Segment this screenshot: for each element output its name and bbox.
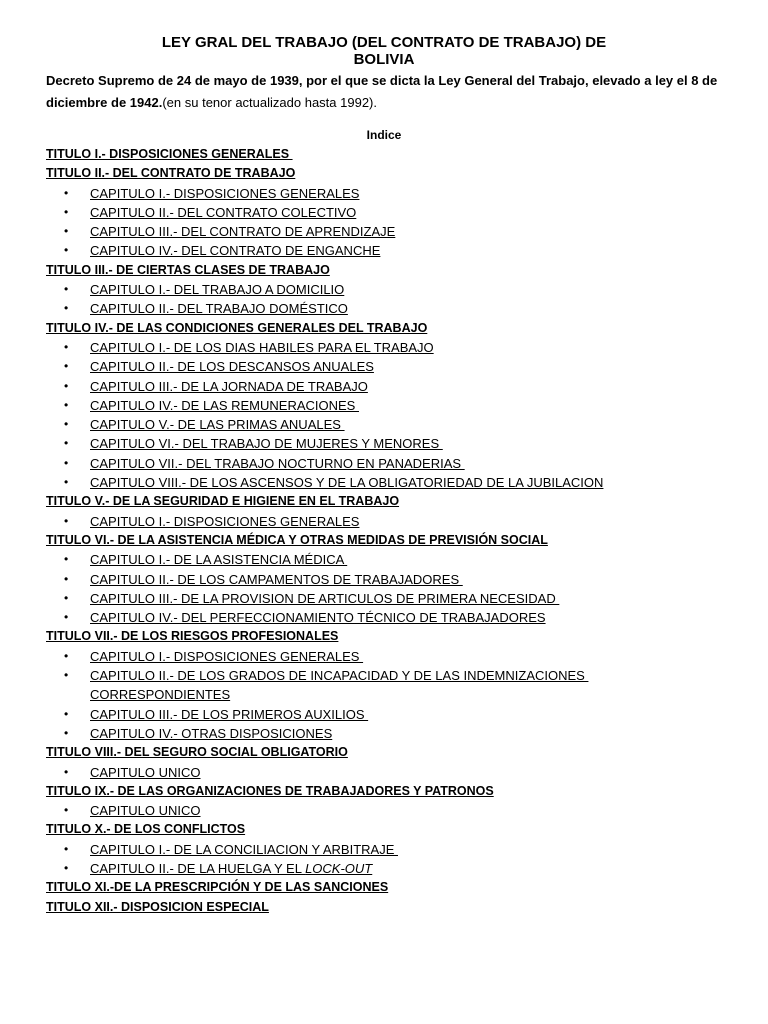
chapter-link[interactable]: CAPITULO II.- DE LOS CAMPAMENTOS DE TRABAJADORES [90, 571, 463, 587]
chapter-list [46, 647, 722, 743]
bullet-icon: • [64, 552, 69, 567]
list-item [46, 763, 722, 782]
bullet-icon: • [64, 648, 69, 663]
chapter-link[interactable]: CAPITULO III.- DEL CONTRATO DE APRENDIZAJE [90, 224, 396, 240]
chapter-link[interactable]: CAPITULO III.- DE LOS PRIMEROS AUXILIOS [90, 706, 369, 722]
index-heading: Indice [366, 128, 402, 142]
chapter-link[interactable]: CAPITULO UNICO [90, 764, 201, 780]
document-page [46, 34, 722, 917]
bullet-icon: • [64, 224, 69, 239]
bullet-icon: • [64, 668, 69, 683]
toc-title-link[interactable]: TITULO V.- DE LA SEGURIDAD E HIGIENE EN EL TRABAJO [46, 494, 400, 509]
bullet-icon: • [64, 725, 69, 740]
chapter-link-text: CAPITULO II.- DE LA HUELGA Y EL [90, 860, 306, 876]
list-item [46, 589, 722, 608]
list-item [46, 705, 722, 724]
bullet-icon: • [64, 764, 69, 779]
chapter-link[interactable]: CAPITULO IV.- DE LAS REMUNERACIONES [90, 397, 359, 413]
list-item [46, 724, 722, 743]
bullet-icon: • [64, 185, 69, 200]
chapter-link[interactable]: CAPITULO UNICO [90, 803, 201, 819]
intro-decree: Decreto Supremo de 24 de mayo de 1939, por el que se dicta la Ley General del Trabajo, elevado a ley el 8 de diciembre de 1942. [46, 73, 718, 110]
list-item [46, 454, 722, 473]
title-line-1: LEY GRAL DEL TRABAJO (DEL CONTRATO DE TRABAJO) DE [161, 34, 607, 51]
chapter-list [46, 280, 722, 319]
list-item [46, 570, 722, 589]
bullet-icon: • [64, 610, 69, 625]
chapter-list [46, 512, 722, 531]
chapter-link[interactable]: CAPITULO I.- DE LA ASISTENCIA MÉDICA [90, 552, 348, 568]
toc-title-link[interactable]: TITULO II.- DEL CONTRATO DE TRABAJO [46, 166, 296, 181]
chapter-list [46, 184, 722, 261]
bullet-icon: • [64, 475, 69, 490]
bullet-icon: • [64, 282, 69, 297]
document-title [46, 34, 722, 68]
list-item [46, 840, 722, 859]
bullet-icon: • [64, 590, 69, 605]
chapter-link[interactable]: CAPITULO II.- DEL CONTRATO COLECTIVO [90, 204, 357, 220]
table-of-contents [46, 145, 722, 917]
list-item [46, 608, 722, 627]
list-item [46, 666, 722, 705]
list-item [46, 299, 722, 318]
chapter-link[interactable]: CAPITULO I.- DISPOSICIONES GENERALES [90, 648, 364, 664]
list-item [46, 396, 722, 415]
chapter-list [46, 840, 722, 879]
chapter-link[interactable]: CAPITULO II.- DE LOS DESCANSOS ANUALES [90, 359, 374, 375]
chapter-link[interactable]: CAPITULO I.- DE LA CONCILIACION Y ARBITRAJE [90, 841, 398, 857]
list-item [46, 415, 722, 434]
bullet-icon: • [64, 841, 69, 856]
bullet-icon: • [64, 803, 69, 818]
list-item [46, 222, 722, 241]
chapter-link[interactable]: CAPITULO VII.- DEL TRABAJO NOCTURNO EN PANADERIAS [90, 455, 465, 471]
chapter-link[interactable]: CAPITULO I.- DE LOS DIAS HABILES PARA EL TRABAJO [90, 339, 434, 355]
chapter-link[interactable]: CAPITULO II.- DEL TRABAJO DOMÉSTICO [90, 301, 348, 317]
toc-title-link[interactable]: TITULO VI.- DE LA ASISTENCIA MÉDICA Y OTRAS MEDIDAS DE PREVISIÓN SOCIAL [46, 532, 548, 547]
list-item [46, 550, 722, 569]
toc-title-link[interactable]: TITULO III.- DE CIERTAS CLASES DE TRABAJO [46, 262, 330, 277]
bullet-icon: • [64, 359, 69, 374]
toc-title-link[interactable]: TITULO VIII.- DEL SEGURO SOCIAL OBLIGATORIO [46, 745, 348, 760]
chapter-link[interactable]: CAPITULO V.- DE LAS PRIMAS ANUALES [90, 417, 345, 433]
bullet-icon: • [64, 455, 69, 470]
chapter-link[interactable]: CAPITULO IV.- DEL PERFECCIONAMIENTO TÉCNICO DE TRABAJADORES [90, 610, 546, 626]
list-item [46, 434, 722, 453]
toc-title-link[interactable]: TITULO XI.-DE LA PRESCRIPCIÓN Y DE LAS SANCIONES [46, 880, 389, 895]
chapter-link[interactable]: CAPITULO VI.- DEL TRABAJO DE MUJERES Y MENORES [90, 436, 443, 452]
intro-note: (en su tenor actualizado hasta 1992). [162, 95, 377, 110]
toc-title-link[interactable]: TITULO X.- DE LOS CONFLICTOS [46, 822, 246, 837]
chapter-list [46, 763, 722, 782]
list-item [46, 241, 722, 260]
bullet-icon: • [64, 706, 69, 721]
bullet-icon: • [64, 204, 69, 219]
bullet-icon: • [64, 417, 69, 432]
chapter-link-italic: LOCK-OUT [305, 860, 373, 876]
chapter-link-continuation[interactable]: CORRESPONDIENTES [90, 687, 231, 703]
toc-title-link[interactable]: TITULO VII.- DE LOS RIESGOS PROFESIONALES [46, 629, 339, 644]
title-line-2: BOLIVIA [353, 51, 415, 68]
toc-title-link[interactable]: TITULO I.- DISPOSICIONES GENERALES [46, 147, 293, 161]
chapter-link[interactable]: CAPITULO IV.- OTRAS DISPOSICIONES [90, 725, 333, 741]
list-item [46, 859, 722, 878]
bullet-icon: • [64, 860, 69, 875]
bullet-icon: • [64, 243, 69, 258]
list-item [46, 377, 722, 396]
list-item [46, 357, 722, 376]
list-item [46, 280, 722, 299]
list-item [46, 338, 722, 357]
chapter-link[interactable]: CAPITULO IV.- DEL CONTRATO DE ENGANCHE [90, 243, 381, 259]
bullet-icon: • [64, 571, 69, 586]
bullet-icon: • [64, 436, 69, 451]
toc-title-link[interactable]: TITULO XII.- DISPOSICION ESPECIAL [46, 899, 269, 914]
toc-title-link[interactable]: TITULO IV.- DE LAS CONDICIONES GENERALES DEL TRABAJO [46, 320, 428, 335]
chapter-link[interactable]: CAPITULO III.- DE LA PROVISION DE ARTICULOS DE PRIMERA NECESIDAD [90, 590, 560, 606]
bullet-icon: • [64, 378, 69, 393]
list-item [46, 473, 722, 492]
chapter-link[interactable]: CAPITULO I.- DISPOSICIONES GENERALES [90, 185, 360, 201]
chapter-link[interactable]: CAPITULO VIII.- DE LOS ASCENSOS Y DE LA OBLIGATORIEDAD DE LA JUBILACION [90, 475, 604, 491]
chapter-link[interactable]: CAPITULO II.- DE LOS GRADOS DE INCAPACIDAD Y DE LAS INDEMNIZACIONES [90, 668, 589, 684]
bullet-icon: • [64, 397, 69, 412]
chapter-link[interactable]: CAPITULO III.- DE LA JORNADA DE TRABAJO [90, 378, 368, 394]
chapter-list [46, 338, 722, 492]
chapter-list [46, 801, 722, 820]
bullet-icon: • [64, 301, 69, 316]
bullet-icon: • [64, 339, 69, 354]
list-item [46, 203, 722, 222]
bullet-icon: • [64, 513, 69, 528]
list-item [46, 184, 722, 203]
list-item [46, 647, 722, 666]
chapter-link[interactable] [90, 861, 372, 876]
list-item [46, 801, 722, 820]
toc-title-link[interactable]: TITULO IX.- DE LAS ORGANIZACIONES DE TRABAJADORES Y PATRONOS [46, 783, 494, 798]
chapter-link[interactable]: CAPITULO I.- DEL TRABAJO A DOMICILIO [90, 282, 345, 298]
chapter-link[interactable]: CAPITULO I.- DISPOSICIONES GENERALES [90, 513, 360, 529]
intro-paragraph [46, 70, 722, 114]
chapter-list [46, 550, 722, 627]
list-item [46, 512, 722, 531]
